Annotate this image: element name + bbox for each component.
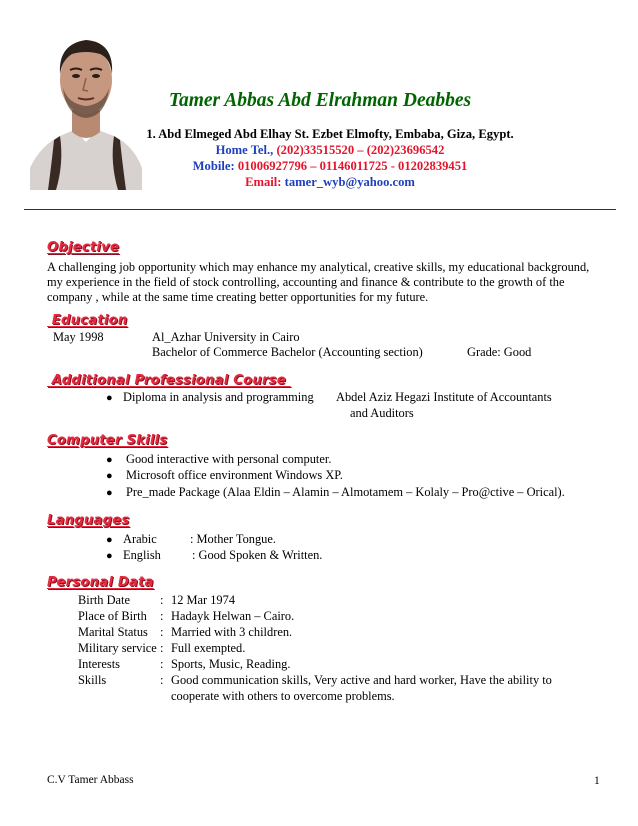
colon-separator: : (160, 673, 164, 687)
personal-label: Birth Date (78, 593, 130, 607)
home-tel-line (120, 143, 540, 158)
bullet-icon: ● (106, 534, 113, 546)
objective-line-2: my experience in the field of stock controlling, accounting and finance & contribute to the growth of the (47, 275, 565, 289)
course-name: Diploma in analysis and programming (123, 390, 314, 404)
bullet-icon: ● (106, 550, 113, 562)
language-level: : Good Spoken & Written. (192, 548, 323, 562)
colon-separator: : (160, 625, 164, 639)
language-name: English (123, 548, 161, 562)
bullet-icon: ● (106, 487, 113, 499)
mobile-line (120, 159, 540, 174)
personal-label: Military service (78, 641, 157, 655)
objective-line-3: company , while at the same time creating better opportunities for my future. (47, 290, 429, 304)
personal-value: Sports, Music, Reading. (171, 657, 291, 671)
personal-value: Hadayk Helwan – Cairo. (171, 609, 295, 623)
mobile-label: Mobile: (192, 159, 235, 173)
personal-label: Place of Birth (78, 609, 147, 623)
personal-value: 12 Mar 1974 (171, 593, 236, 607)
header-divider (24, 209, 616, 210)
address-line: 1. Abd Elmeged Abd Elhay St. Ezbet Elmofty, Embaba, Giza, Egypt. (146, 127, 514, 141)
home-tel-value: (202)33515520 – (202)23696542 (276, 143, 445, 157)
bullet-icon: ● (106, 392, 113, 404)
computer-skill-item: Microsoft office environment Windows XP. (126, 468, 343, 482)
home-tel-label: Home Tel., (215, 143, 274, 157)
colon-separator: : (160, 609, 164, 623)
email-label: Email: (245, 175, 282, 189)
personal-value: Full exempted. (171, 641, 246, 655)
education-university: Al_Azhar University in Cairo (152, 330, 300, 344)
course-institute-line-2: and Auditors (350, 406, 414, 420)
education-year: May 1998 (53, 330, 104, 344)
professional-course-heading: Additional Professional Course (47, 373, 291, 388)
education-heading: Education (47, 313, 128, 328)
email-link[interactable]: tamer_wyb@yahoo.com (284, 175, 415, 189)
email-line (120, 175, 540, 190)
bullet-icon: ● (106, 454, 113, 466)
personal-value-continued: cooperate with others to overcome problems. (171, 689, 395, 703)
objective-line-1: A challenging job opportunity which may enhance my analytical, creative skills, my educational background, (47, 260, 590, 274)
personal-label: Skills (78, 673, 107, 687)
personal-value: Good communication skills, Very active and hard worker, Have the ability to (171, 673, 552, 687)
colon-separator: : (160, 657, 164, 671)
computer-skill-item: Good interactive with personal computer. (126, 452, 332, 466)
education-degree: Bachelor of Commerce Bachelor (Accounting section) (152, 345, 423, 359)
footer-title: C.V Tamer Abbass (47, 774, 134, 786)
candidate-name: Tamer Abbas Abd Elrahman Deabbes (168, 90, 472, 111)
personal-value: Married with 3 children. (171, 625, 293, 639)
education-grade: Grade: Good (467, 345, 532, 359)
language-name: Arabic (123, 532, 157, 546)
mobile-value: 01006927796 – 01146011725 - 01202839451 (237, 159, 468, 173)
course-institute-line-1: Abdel Aziz Hegazi Institute of Accountants (336, 390, 552, 404)
language-level: : Mother Tongue. (190, 532, 276, 546)
languages-heading: Languages (47, 513, 130, 528)
computer-skill-item: Pre_made Package (Alaa Eldin – Alamin – Almotamem – Kolaly – Pro@ctive – Orical). (126, 485, 565, 499)
objective-heading: Objective (47, 240, 120, 255)
personal-label: Interests (78, 657, 120, 671)
page-number: 1 (594, 775, 600, 787)
colon-separator: : (160, 641, 164, 655)
personal-label: Marital Status (78, 625, 148, 639)
colon-separator: : (160, 593, 164, 607)
personal-data-heading: Personal Data (47, 575, 154, 590)
computer-skills-heading: Computer Skills (47, 433, 168, 448)
bullet-icon: ● (106, 470, 113, 482)
